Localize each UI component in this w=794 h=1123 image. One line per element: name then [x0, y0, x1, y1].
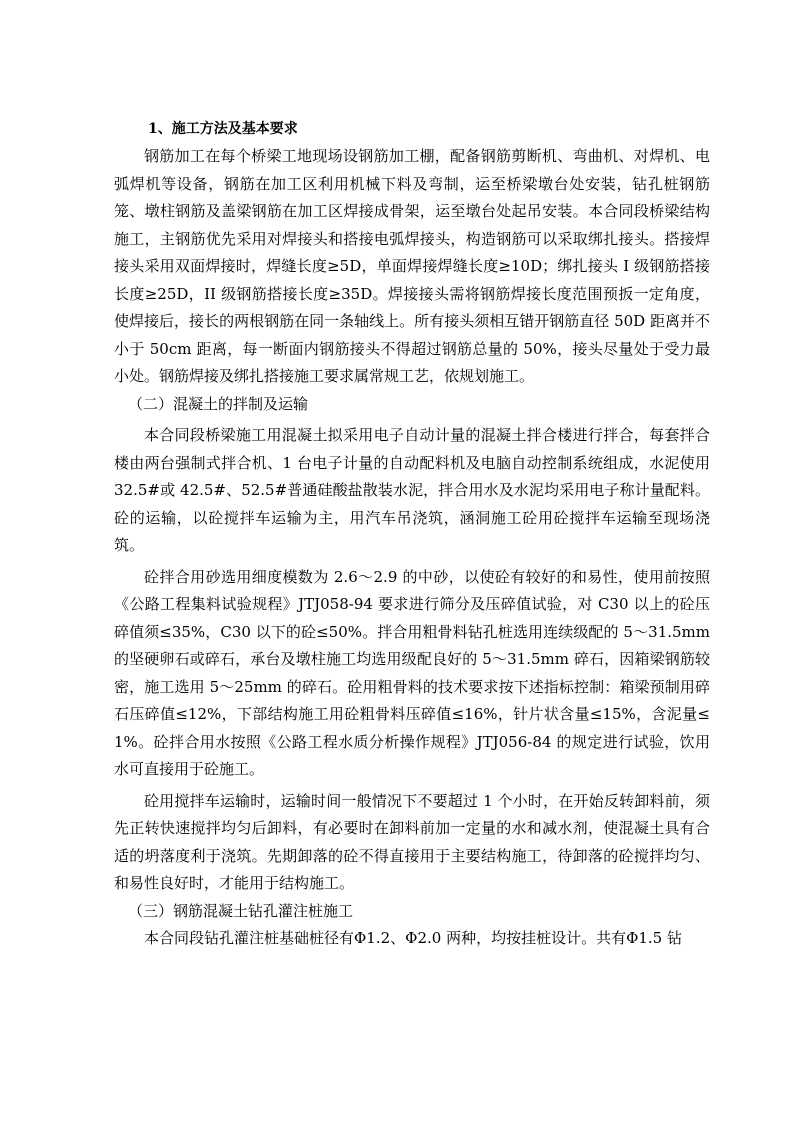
paragraph-mixing-plant: 本合同段桥梁施工用混凝土拟采用电子自动计量的混凝土拌合楼进行拌合，每套拌合楼由两台强制式拌合机、1 台电子计量的自动配料机及电脑自动控制系统组成，水泥使用 32.5#或 42.5#、52.5#普通硅酸盐散装水泥，拌合用水及水泥均采用电子称计量配料。砼的运输，以砼搅拌车运输为主，用汽车吊浇筑，涵洞施工砼用砼搅拌车运输至现场浇筑。: [114, 426, 710, 554]
paragraph-aggregate-requirements: 砼拌合用砂选用细度模数为 2.6～2.9 的中砂，以使砼有较好的和易性，使用前按照《公路工程集料试验规程》JTJ058-94 要求进行筛分及压碎值试验，对 C30 以上的砼压碎值须≤35%，C30 以下的砼≤50%。拌合用粗骨料钻孔桩选用连续级配的 5～31.5mm 的坚硬卵石或碎石，承台及墩柱施工均选用级配良好的 5～31.5mm 碎石，因箱梁钢筋较密，施工选用 5～25mm 的碎石。砼用粗骨料的技术要求按下述指标控制：箱梁预制用碎石压碎值≤12%，下部结构施工用砼粗骨料压碎值≤16%，针片状含量≤15%，含泥量≤1%。砼拌合用水按照《公路工程水质分析操作规程》JTJ056-84 的规定进行试验，饮用水可直接用于砼施工。: [114, 567, 710, 778]
subsection-heading-concrete-mixing: （二）混凝土的拌制及运输: [128, 394, 309, 413]
paragraph-bored-piles: 本合同段钻孔灌注桩基础桩径有Φ1.2、Φ2.0 两种，均按挂桩设计。共有Φ1.5 钻: [144, 929, 682, 947]
section-heading-1: 1、施工方法及基本要求: [148, 121, 298, 137]
document-body: [114, 116, 710, 953]
subsection-heading-bored-piles: （三）钢筋混凝土钻孔灌注桩施工: [128, 901, 354, 920]
paragraph-rebar-processing: 钢筋加工在每个桥梁工地现场设钢筋加工棚，配备钢筋剪断机、弯曲机、对焊机、电弧焊机等设备，钢筋在加工区利用机械下料及弯制，运至桥梁墩台处安装，钻孔桩钢筋笼、墩柱钢筋及盖梁钢筋在加工区焊接成骨架，运至墩台处起吊安装。本合同段桥梁结构施工，主钢筋优先采用对焊接头和搭接电弧焊接头，构造钢筋可以采取绑扎接头。搭接焊接头采用双面焊接时，焊缝长度≥5D，单面焊接焊缝长度≥10D；绑扎接头 I 级钢筋搭接长度≥25D，II 级钢筋搭接长度≥35D。焊接接头需将钢筋焊接长度范围预扳一定角度，使焊接后，接长的两根钢筋在同一条轴线上。所有接头须相互错开钢筋直径 50D 距离并不小于 50cm 距离，每一断面内钢筋接头不得超过钢筋总量的 50%，接头尽量处于受力最小处。钢筋焊接及绑扎搭接施工要求属常规工艺，依规划施工。: [114, 147, 710, 385]
paragraph-concrete-transport: 砼用搅拌车运输时，运输时间一般情况下不要超过 1 个小时，在开始反转卸料前，须先正转快速搅拌均匀后卸料，有必要时在卸料前加一定量的水和减水剂，使混凝土具有合适的坍落度利于浇筑。先期卸落的砼不得直接用于主要结构施工，待卸落的砼搅拌均匀、和易性良好时，才能用于结构施工。: [114, 791, 710, 892]
